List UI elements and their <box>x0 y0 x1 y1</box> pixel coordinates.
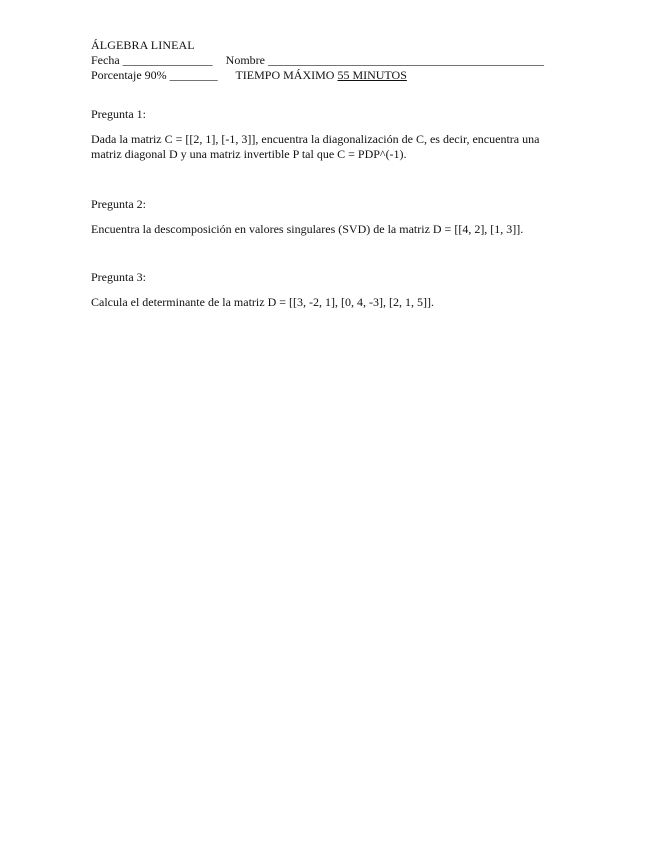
question-text: Dada la matriz C = [[2, 1], [-1, 3]], encuentra la diagonalización de C, es decir, encuentra una matriz diagonal D y una matriz invertible P tal que C = PDP^(-1). <box>91 132 540 161</box>
porcentaje-label: Porcentaje 90% <box>91 68 167 82</box>
nombre-blank: ______________________________________________ <box>267 53 544 67</box>
exam-sheet <box>91 38 571 309</box>
question-2 <box>91 197 571 237</box>
fecha-label: Fecha <box>91 53 120 67</box>
question-text: Encuentra la descomposición en valores singulares (SVD) de la matriz D = [[4, 2], [1, 3]]. <box>91 222 524 236</box>
tiempo-value: 55 MINUTOS <box>337 68 407 82</box>
question-label: Pregunta 3: <box>91 270 146 284</box>
question-text: Calcula el determinante de la matriz D = [[3, -2, 1], [0, 4, -3], [2, 1, 5]]. <box>91 295 434 309</box>
question-1 <box>91 107 571 162</box>
porcentaje-blank: ________ <box>169 68 218 82</box>
fecha-blank: _______________ <box>122 53 213 67</box>
tiempo-label: TIEMPO MÁXIMO <box>235 68 335 82</box>
fecha-nombre-row <box>91 53 571 68</box>
exam-title: ÁLGEBRA LINEAL <box>91 38 195 52</box>
nombre-label: Nombre <box>225 53 265 67</box>
question-label: Pregunta 2: <box>91 197 146 211</box>
question-label: Pregunta 1: <box>91 107 146 121</box>
question-3 <box>91 270 571 310</box>
porcentaje-tiempo-row <box>91 68 571 83</box>
